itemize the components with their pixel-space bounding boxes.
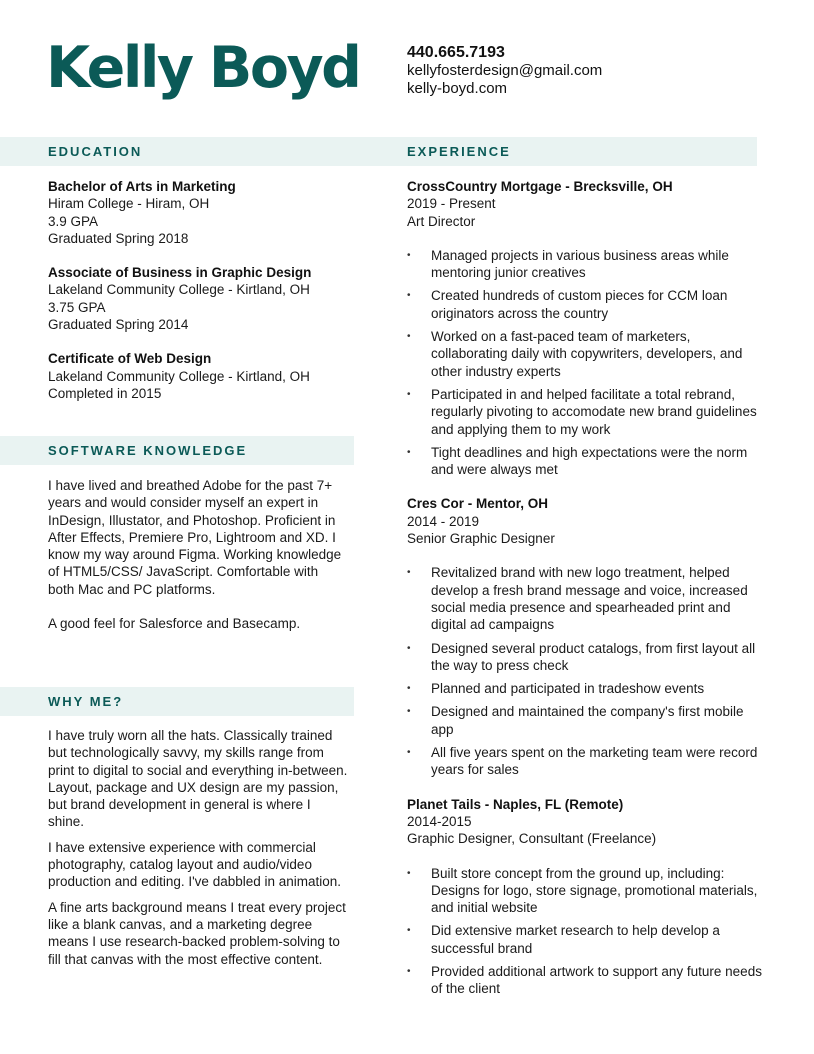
job-bullet: • Participated in and helped facilitate a total rebrand, regularly pivoting to accomodate new brand guidelines and applying them to my work bbox=[407, 386, 762, 438]
gpa: 3.9 GPA bbox=[48, 213, 99, 229]
education-entry bbox=[48, 264, 358, 333]
whyme-section bbox=[48, 727, 348, 985]
job-entry bbox=[407, 495, 762, 778]
software-paragraph: I have lived and breathed Adobe for the past 7+ years and would consider myself an expert in InDesign, Illustator, and Photoshop. Proficient in After Effects, Premiere Pro, Lightroom and XD. I know my way around Figma. Working knowledge of HTML5/CSS/ JavaScript. Comfortable with both Mac and PC platforms. bbox=[48, 478, 342, 597]
email-address: kellyfosterdesign@gmail.com bbox=[407, 62, 603, 79]
job-company: Cres Cor - Mentor, OH bbox=[407, 496, 549, 512]
graduation-date: Graduated Spring 2018 bbox=[48, 230, 189, 246]
whyme-paragraph: A fine arts background means I treat every project like a blank canvas, and a marketing degree means I use research-backed problem-solving to fill that canvas with the most effective content. bbox=[48, 899, 346, 967]
degree-title: Certificate of Web Design bbox=[48, 351, 212, 367]
job-bullet: • Worked on a fast-paced team of marketers, collaborating daily with copywriters, developers, and other industry experts bbox=[407, 328, 762, 380]
experience-section bbox=[407, 178, 762, 1015]
education-entry bbox=[48, 178, 358, 247]
job-bullet: • All five years spent on the marketing team were record years for sales bbox=[407, 744, 762, 779]
experience-heading: EXPERIENCE bbox=[407, 144, 511, 159]
job-role: Art Director bbox=[407, 213, 476, 229]
whyme-paragraph: I have truly worn all the hats. Classically trained but technologically savvy, my skills range from print to digital to social and everything in-between. Layout, package and UX design are my passion, but brand development in general is where I shine. bbox=[48, 728, 348, 830]
job-bullet: • Planned and participated in tradeshow events bbox=[407, 680, 762, 697]
education-entry bbox=[48, 350, 358, 402]
software-paragraph: A good feel for Salesforce and Basecamp. bbox=[48, 616, 301, 632]
resume-name: Kelly Boyd bbox=[46, 35, 360, 101]
job-dates: 2014-2015 bbox=[407, 813, 472, 829]
contact-block bbox=[407, 44, 602, 98]
job-dates: 2019 - Present bbox=[407, 196, 496, 212]
job-bullet: • Created hundreds of custom pieces for CCM loan originators across the country bbox=[407, 287, 762, 322]
job-bullet: • Designed and maintained the company's first mobile app bbox=[407, 703, 762, 738]
job-entry bbox=[407, 796, 762, 998]
job-company: Planet Tails - Naples, FL (Remote) bbox=[407, 796, 624, 812]
degree-title: Associate of Business in Graphic Design bbox=[48, 265, 312, 281]
job-bullet: • Tight deadlines and high expectations were the norm and were always met bbox=[407, 444, 762, 479]
job-bullet: • Provided additional artwork to support any future needs of the client bbox=[407, 963, 762, 998]
education-heading: EDUCATION bbox=[48, 144, 143, 159]
job-entry bbox=[407, 178, 762, 478]
completion-date: Completed in 2015 bbox=[48, 385, 162, 401]
job-role: Senior Graphic Designer bbox=[407, 531, 555, 547]
job-role: Graphic Designer, Consultant (Freelance) bbox=[407, 831, 657, 847]
school-name: Hiram College - Hiram, OH bbox=[48, 196, 210, 212]
job-bullet: • Did extensive market research to help develop a successful brand bbox=[407, 922, 762, 957]
school-name: Lakeland Community College - Kirtland, OH bbox=[48, 282, 310, 298]
job-bullet: • Designed several product catalogs, from first layout all the way to press check bbox=[407, 640, 762, 675]
software-heading: SOFTWARE KNOWLEDGE bbox=[48, 443, 248, 458]
gpa: 3.75 GPA bbox=[48, 299, 106, 315]
graduation-date: Graduated Spring 2014 bbox=[48, 317, 189, 333]
job-bullet: • Managed projects in various business areas while mentoring junior creatives bbox=[407, 247, 762, 282]
job-bullet: • Built store concept from the ground up, including: Designs for logo, store signage, promotional materials, and initial website bbox=[407, 865, 762, 917]
website-link: kelly-boyd.com bbox=[407, 80, 508, 97]
job-bullets bbox=[407, 865, 762, 998]
whyme-heading: WHY ME? bbox=[48, 694, 124, 709]
software-section bbox=[48, 477, 348, 649]
school-name: Lakeland Community College - Kirtland, OH bbox=[48, 368, 310, 384]
job-bullet: • Revitalized brand with new logo treatment, helped develop a fresh brand message and voice, increased social media presence and spearheaded print and digital ad campaigns bbox=[407, 564, 762, 633]
degree-title: Bachelor of Arts in Marketing bbox=[48, 179, 236, 194]
job-bullets bbox=[407, 564, 762, 778]
job-dates: 2014 - 2019 bbox=[407, 513, 480, 529]
whyme-paragraph: I have extensive experience with commercial photography, catalog layout and audio/video production and editing. I've dabbled in animation. bbox=[48, 839, 342, 890]
job-bullets bbox=[407, 247, 762, 479]
job-company: CrossCountry Mortgage - Brecksville, OH bbox=[407, 179, 673, 194]
education-section bbox=[48, 178, 358, 419]
phone-number: 440.665.7193 bbox=[407, 44, 505, 61]
